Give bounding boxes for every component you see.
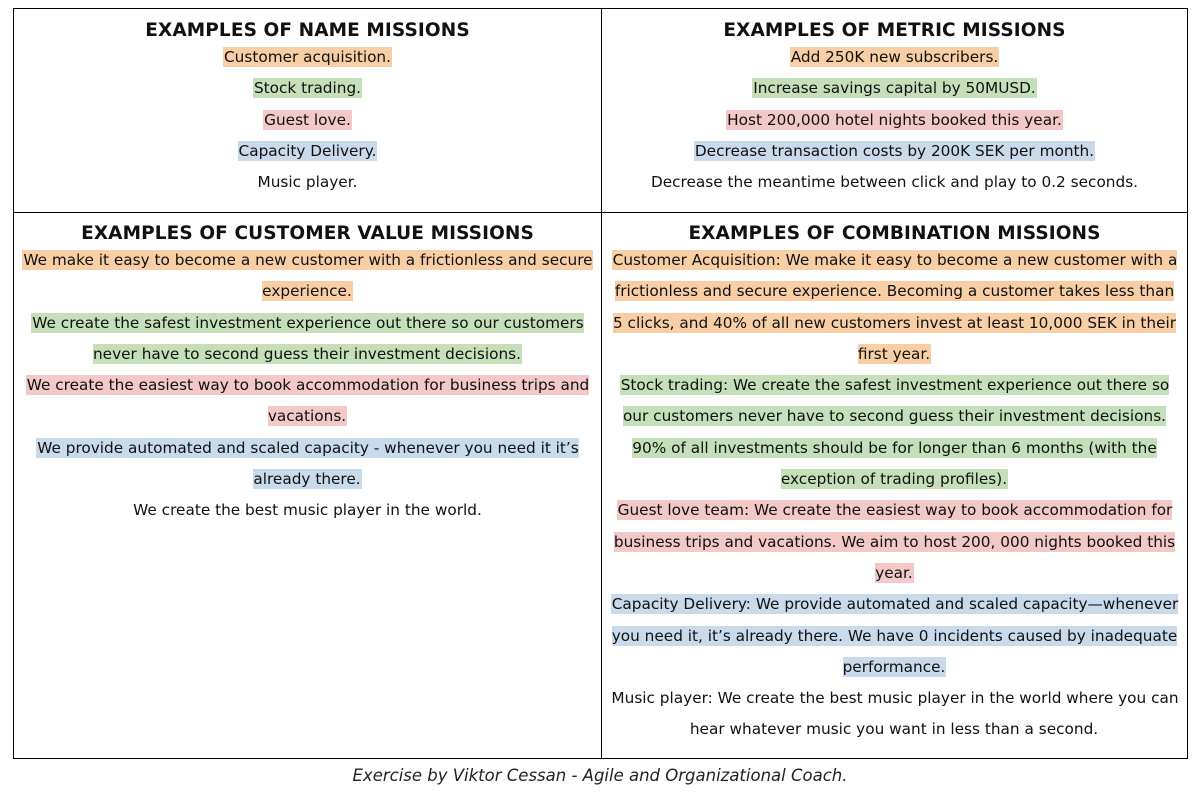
- combination-mission-item: Music player: We create the best music player in the world where you can hear whatever music you want in less than a second.: [611, 689, 1179, 739]
- combination-missions-cell: [602, 213, 1187, 758]
- metric-mission-item: Decrease the meantime between click and play to 0.2 seconds.: [650, 173, 1139, 192]
- combination-missions-heading: EXAMPLES OF COMBINATION MISSIONS: [688, 223, 1101, 244]
- metric-mission-item: Decrease transaction costs by 200K SEK per month.: [694, 141, 1095, 160]
- customer-value-mission-item: We make it easy to become a new customer with a frictionless and secure experience.: [23, 251, 593, 301]
- name-mission-item: Customer acquisition.: [224, 48, 391, 66]
- missions-table: [13, 8, 1188, 759]
- customer-value-mission-item: We create the easiest way to book accommodation for business trips and vacations.: [26, 376, 590, 426]
- name-missions-heading: EXAMPLES OF NAME MISSIONS: [145, 20, 470, 41]
- name-mission-item: Guest love.: [264, 110, 351, 129]
- metric-missions-cell: [602, 9, 1187, 213]
- name-mission-item: Capacity Delivery.: [238, 141, 377, 160]
- customer-value-missions-cell: [14, 213, 602, 758]
- metric-missions-heading: EXAMPLES OF METRIC MISSIONS: [723, 20, 1066, 41]
- combination-mission-item: Guest love team: We create the easiest way to book accommodation for business trips and vacations. We aim to host 200, 000 nights booked this year.: [613, 501, 1176, 582]
- metric-mission-item: Increase savings capital by 50MUSD.: [753, 79, 1036, 98]
- customer-value-mission-item: We create the safest investment experience out there so our customers never have to second guess their investment decisions.: [32, 313, 584, 363]
- name-mission-item: Stock trading.: [253, 79, 362, 98]
- combination-mission-item: Customer Acquisition: We make it easy to become a new customer with a frictionless and secure experience. Becoming a customer takes less than 5 clicks, and 40% of all new customers invest at least 10,000 SEK in their first year.: [612, 251, 1178, 363]
- customer-value-mission-item: We create the best music player in the world.: [133, 501, 482, 520]
- name-missions-cell: [14, 9, 602, 213]
- combination-mission-item: Stock trading: We create the safest investment experience out there so our customers never have to second guess their investment decisions. 90% of all investments should be for longer than 6 months (with the exception of trading profiles).: [620, 376, 1170, 489]
- metric-mission-item: Add 250K new subscribers.: [790, 48, 999, 66]
- customer-value-missions-heading: EXAMPLES OF CUSTOMER VALUE MISSIONS: [81, 223, 534, 244]
- name-mission-item: Music player.: [257, 173, 358, 192]
- caption: Exercise by Viktor Cessan - Agile and Organizational Coach.: [352, 766, 848, 785]
- combination-mission-item: Capacity Delivery: We provide automated and scaled capacity—whenever you need it, it’s already there. We have 0 incidents caused by inadequate performance.: [611, 595, 1179, 676]
- customer-value-mission-item: We provide automated and scaled capacity - whenever you need it it’s already there.: [37, 438, 579, 489]
- metric-mission-item: Host 200,000 hotel nights booked this year.: [727, 110, 1062, 129]
